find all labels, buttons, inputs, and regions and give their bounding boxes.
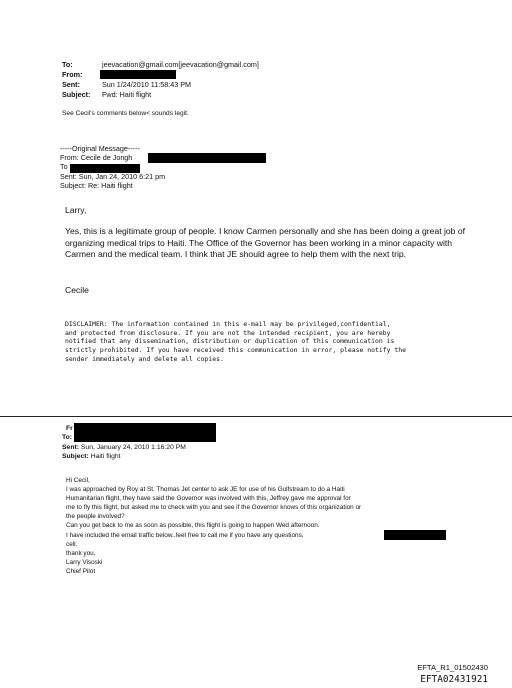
original-to: To xyxy=(60,162,68,171)
disclaimer-line: strictly prohibited. If you have received this communication in error, please notify the xyxy=(65,346,407,355)
to-value[interactable]: jeevacation@gmail.com[jeevacation@gmail.com] xyxy=(102,60,259,69)
disclaimer-line: and protected from disclosure. If you are not the intended recipient, you are hereby xyxy=(65,328,391,337)
disclaimer-line: DISCLAIMER: The information contained in this e-mail may be privileged,confidential, xyxy=(65,320,391,328)
sent-value: Sun 1/24/2010 11:58:43 PM xyxy=(102,80,191,89)
header-to-line xyxy=(62,60,259,70)
subject-label: Subject: xyxy=(62,90,91,99)
message-line: me to fly this flight, but asked me to check with you and see if the Governor knows of this organization or xyxy=(66,504,362,512)
reply-greeting: Larry, xyxy=(65,205,87,215)
message-line: thank you, xyxy=(66,549,96,557)
bates-id-secondary: EFTA02431921 xyxy=(420,674,488,685)
disclaimer xyxy=(65,320,455,364)
reply-paragraph: Yes, this is a legitimate group of people. I know Carmen personally and she has been doing a great job of organizing medical trips to Haiti. The Office of the Governor has been working in a minor capacity with Carmen and the medical team. I think that JE should agree to help them with the next trip. xyxy=(65,226,466,260)
message-line: Can you get back to me as soon as possible, this flight is going to happen Wed afternoon. xyxy=(66,522,320,530)
original-from: From: Cecile de Jongh xyxy=(60,153,133,162)
message-line: I have included the email traffic below..feel free to call me if you have any questions, xyxy=(66,531,304,539)
forward-note: See Cecil's comments below< sounds legit. xyxy=(62,110,189,117)
forwarded-sent-value: Sun, January 24, 2010 1:16:20 PM xyxy=(80,444,186,451)
forwarded-message xyxy=(66,476,476,576)
forwarded-from-label: Fr xyxy=(66,425,73,432)
original-subject: Subject: Re: Haiti flight xyxy=(60,181,133,190)
message-line: I was approached by Roy at St. Thomas Jet center to ask JE for use of his Gulfstream to do a Haiti xyxy=(66,486,345,494)
message-line: cell. xyxy=(66,540,78,548)
forwarded-sent-line xyxy=(62,443,186,452)
redaction-from xyxy=(100,70,176,79)
subject-value: Fwd: Haiti flight xyxy=(102,90,152,99)
redaction-phone xyxy=(384,530,446,540)
redaction-forwarded-from-to xyxy=(74,423,216,442)
from-label: From: xyxy=(62,70,83,79)
sent-label: Sent: xyxy=(62,80,80,89)
disclaimer-line: sender immediately and delete all copies. xyxy=(65,354,224,363)
original-divider: -----Original Message----- xyxy=(60,144,140,153)
section-divider xyxy=(0,416,512,417)
forwarded-sent-label: Sent: xyxy=(62,444,79,451)
message-line: Larry Visoski xyxy=(66,558,103,566)
to-label: To: xyxy=(62,60,73,69)
header-sent-line xyxy=(62,80,191,90)
original-sent: Sent: Sun, Jan 24, 2010 6:21 pm xyxy=(60,172,166,181)
reply-signature: Cecile xyxy=(65,285,89,295)
header-subject-line xyxy=(62,90,151,100)
message-line: Humanitarian flight, they have said the Governor was involved with this, Jeffrey gave me approval for xyxy=(66,495,351,503)
forwarded-subject-line xyxy=(62,452,121,461)
redaction-original-from xyxy=(148,153,266,163)
bates-id-primary: EFTA_R1_01502430 xyxy=(417,663,488,672)
message-line: the people involved? xyxy=(66,513,125,521)
disclaimer-line: notified that any dissemination, distribution or duplication of this communication is xyxy=(65,337,395,346)
header-from-line xyxy=(62,70,98,80)
forwarded-to-label: To: xyxy=(62,434,73,441)
message-line: Chief Pilot xyxy=(66,567,96,575)
message-line: Hi Cecil, xyxy=(66,477,90,484)
forwarded-subject-label: Subject: xyxy=(62,453,89,460)
forwarded-subject-value: Haiti flight xyxy=(90,453,121,460)
